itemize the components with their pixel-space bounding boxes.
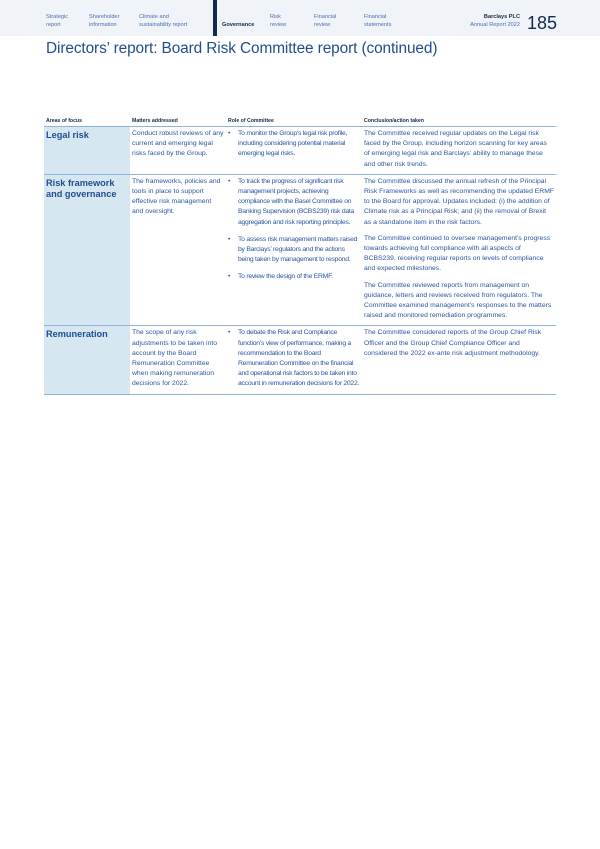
table-row [44,174,556,326]
nav-shareholder-information[interactable]: Shareholder information [89,14,120,28]
role-of-committee [226,127,362,175]
conclusion-paragraph: The Committee continued to oversee management’s progress towards achieving full compliance with all aspects of BCBS239, receiving regular reports on levels of compliance and expected milestones. [364,234,551,273]
role-bullet: • To track the progress of significant risk management projects, achieving compliance with the Basel Committee on Banking Supervision (BCBS239) risk data aggregation and risk reporting principles. [228,177,360,228]
matters-addressed: Conduct robust reviews of any current and emerging legal risks faced by the Group. [130,127,226,175]
conclusion-action-taken [362,127,556,175]
conclusion-paragraph: The Committee discussed the annual refresh of the Principal Risk Frameworks as well as recommending the updated ERMF to the Board for approval. Updates included: (i) the addition of Climate risk as a Principal Risk; and (ii) the removal of Brexit as a standalone item in the risk factors. [364,177,555,226]
table-row [44,326,556,394]
nav-governance[interactable]: Governance [222,22,255,28]
page-title: Directors’ report: Board Risk Committee report (continued) [46,40,438,57]
nav-climate-sustainability-report[interactable]: Climate and sustainability report [139,14,188,28]
role-bullet: • To assess risk management matters raised by Barclays’ regulators and the actions being taken by management to respond. [228,235,360,266]
annual-report-label: Annual Report 2022 [470,22,520,28]
area-of-focus: Risk framework and governance [44,174,130,326]
conclusion-paragraph: The Committee considered reports of the Group Chief Risk Officer and the Group Chief Compliance Officer and considered the 2022 ex-ante risk adjustment methodology. [364,329,542,357]
company-name: Barclays PLC [483,14,520,20]
role-bullet: • To debate the Risk and Compliance function’s view of performance, making a recommendation to the Board Remuneration Committee on the financial and operational risk factors to be taken into account in remuneration decisions for 2022. [228,328,360,389]
area-of-focus: Legal risk [44,127,130,175]
report-branding [462,13,520,29]
conclusion-paragraph: The Committee received regular updates on the Legal risk faced by the Group, including horizon scanning for key areas of emerging legal risk and Barclays’ ability to manage these and other risk trends. [364,130,547,168]
conclusion-paragraph: The Committee reviewed reports from management on guidance, letters and reviews received from regulators. The Committee examined management’s responses to the matters raised and monitored remediation programmes. [364,281,552,320]
matters-addressed: The frameworks, policies and tools in place to support effective risk management and oversight. [130,174,226,326]
nav-financial-review[interactable]: Financial review [314,14,337,28]
nav-financial-statements[interactable]: Financial statements [364,14,392,28]
column-header: Role of Committee [226,114,362,127]
active-section-marker [213,0,217,36]
table-header-row [44,114,556,127]
board-risk-table [44,114,556,395]
conclusion-action-taken [362,326,556,394]
column-header: Conclusion/action taken [362,114,556,127]
role-bullet: • To monitor the Group’s legal risk profile, including considering potential material emerging legal risks. [228,129,360,160]
role-of-committee [226,326,362,394]
matters-addressed: The scope of any risk adjustments to be taken into account by the Board Remuneration Committee when making remuneration decisions for 2022. [130,326,226,394]
top-navigation [0,0,600,36]
nav-strategic-report[interactable]: Strategic report [46,14,69,28]
nav-risk-review[interactable]: Risk review [270,14,287,28]
column-header: Areas of focus [44,114,130,127]
area-of-focus: Remuneration [44,326,130,394]
column-header: Matters addressed [130,114,226,127]
conclusion-action-taken [362,174,556,326]
role-of-committee [226,174,362,326]
role-bullet: • To review the design of the ERMF. [228,272,360,282]
table-row [44,127,556,175]
page-number: 185 [527,13,558,33]
